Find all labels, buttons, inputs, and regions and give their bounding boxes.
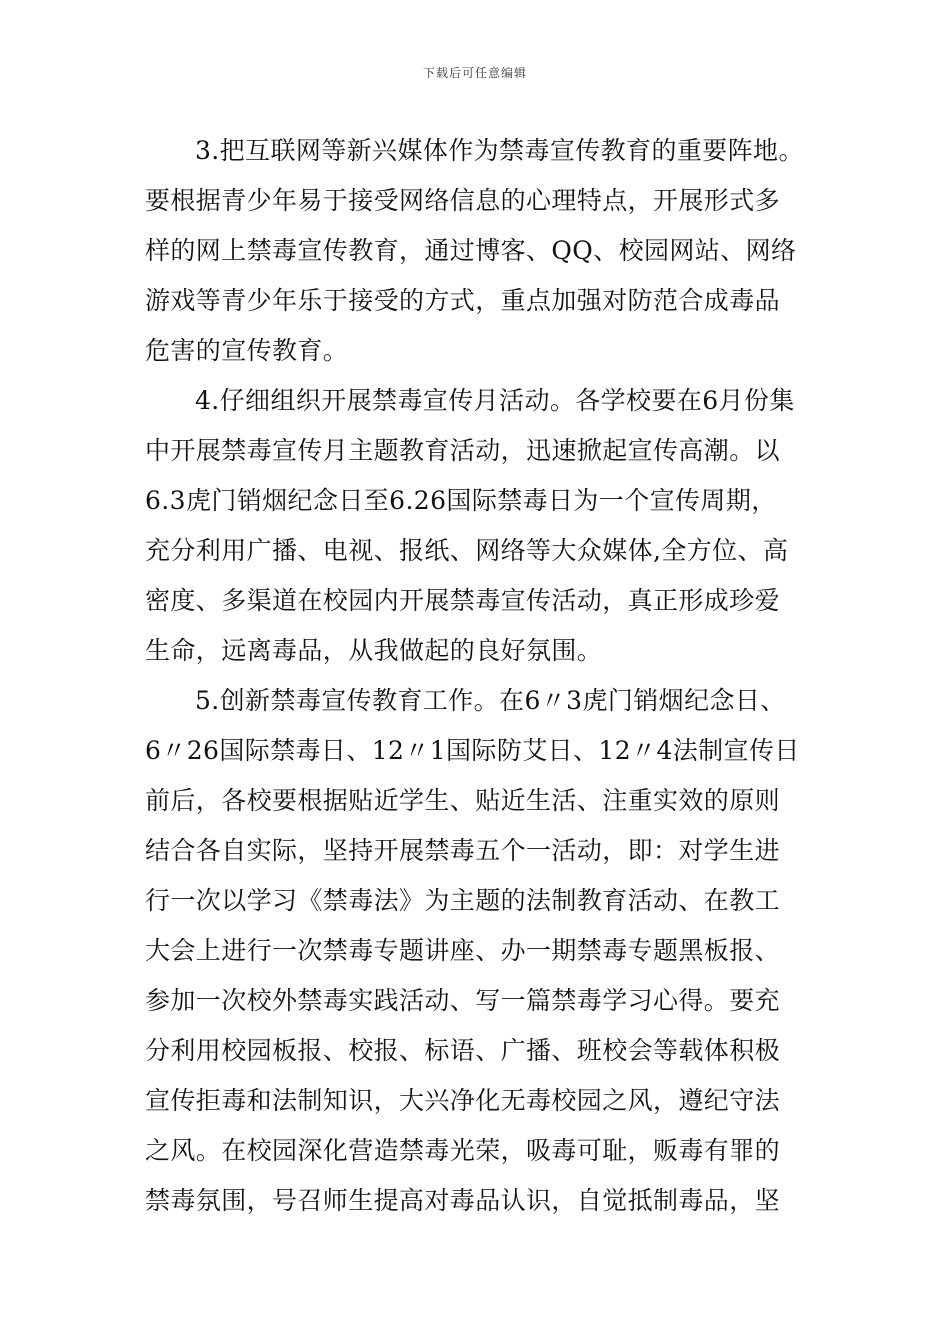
paragraph-5-line-10: 之风。在校园深化营造禁毒光荣，吸毒可耻，贩毒有罪的 [145,1136,781,1165]
paragraph-4-line-5: 密度、多渠道在校园内开展禁毒宣传活动，真正形成珍爱 [145,586,781,615]
paragraph-5-line-11: 禁毒氛围，号召师生提高对毒品认识，自觉抵制毒品，坚 [145,1186,781,1215]
paragraph-5-line-8: 分利用校园板报、校报、标语、广播、班校会等载体积极 [145,1036,781,1065]
paragraph-3-line-2: 要根据青少年易于接受网络信息的心理特点，开展形式多 [145,186,781,215]
paragraph-5-line-4: 结合各自实际，坚持开展禁毒五个一活动，即：对学生进 [145,836,781,865]
paragraph-5-line-3: 前后，各校要根据贴近学生、贴近生活、注重实效的原则 [145,786,781,815]
paragraph-3-line-5: 危害的宣传教育。 [145,336,349,365]
paragraph-4-line-2: 中开展禁毒宣传月主题教育活动，迅速掀起宣传高潮。以 [145,436,781,465]
paragraph-3-line-3: 样的网上禁毒宣传教育，通过博客、QQ、校园网站、网络 [145,236,797,265]
paragraph-4-line-3: 6.3虎门销烟纪念日至6.26国际禁毒日为一个宣传周期， [145,486,777,515]
paragraph-4-line-6: 生命，远离毒品，从我做起的良好氛围。 [145,636,603,665]
paragraph-5-line-6: 大会上进行一次禁毒专题讲座、办一期禁毒专题黑板报、 [145,936,781,965]
paragraph-4-line-1: 4.仔细组织开展禁毒宣传月活动。各学校要在6月份集 [195,386,795,415]
paragraph-3-line-1: 3.把互联网等新兴媒体作为禁毒宣传教育的重要阵地。 [195,136,804,165]
paragraph-4-line-4: 充分利用广播、电视、报纸、网络等大众媒体,全方位、高 [145,536,789,565]
document-body [145,126,810,1226]
paragraph-5-line-9: 宣传拒毒和法制知识，大兴净化无毒校园之风，遵纪守法 [145,1086,781,1115]
page-header: 下载后可任意编辑 [422,66,527,80]
paragraph-5-line-2: 6〃26国际禁毒日、12〃1国际防艾日、12〃4法制宣传日 [145,736,800,765]
paragraph-5-line-7: 参加一次校外禁毒实践活动、写一篇禁毒学习心得。要充 [145,986,781,1015]
paragraph-5-line-5: 行一次以学习《禁毒法》为主题的法制教育活动、在教工 [145,886,781,915]
paragraph-5-line-1: 5.创新禁毒宣传教育工作。在6〃3虎门销烟纪念日、 [195,686,786,715]
paragraph-3-line-4: 游戏等青少年乐于接受的方式，重点加强对防范合成毒品 [145,286,781,315]
